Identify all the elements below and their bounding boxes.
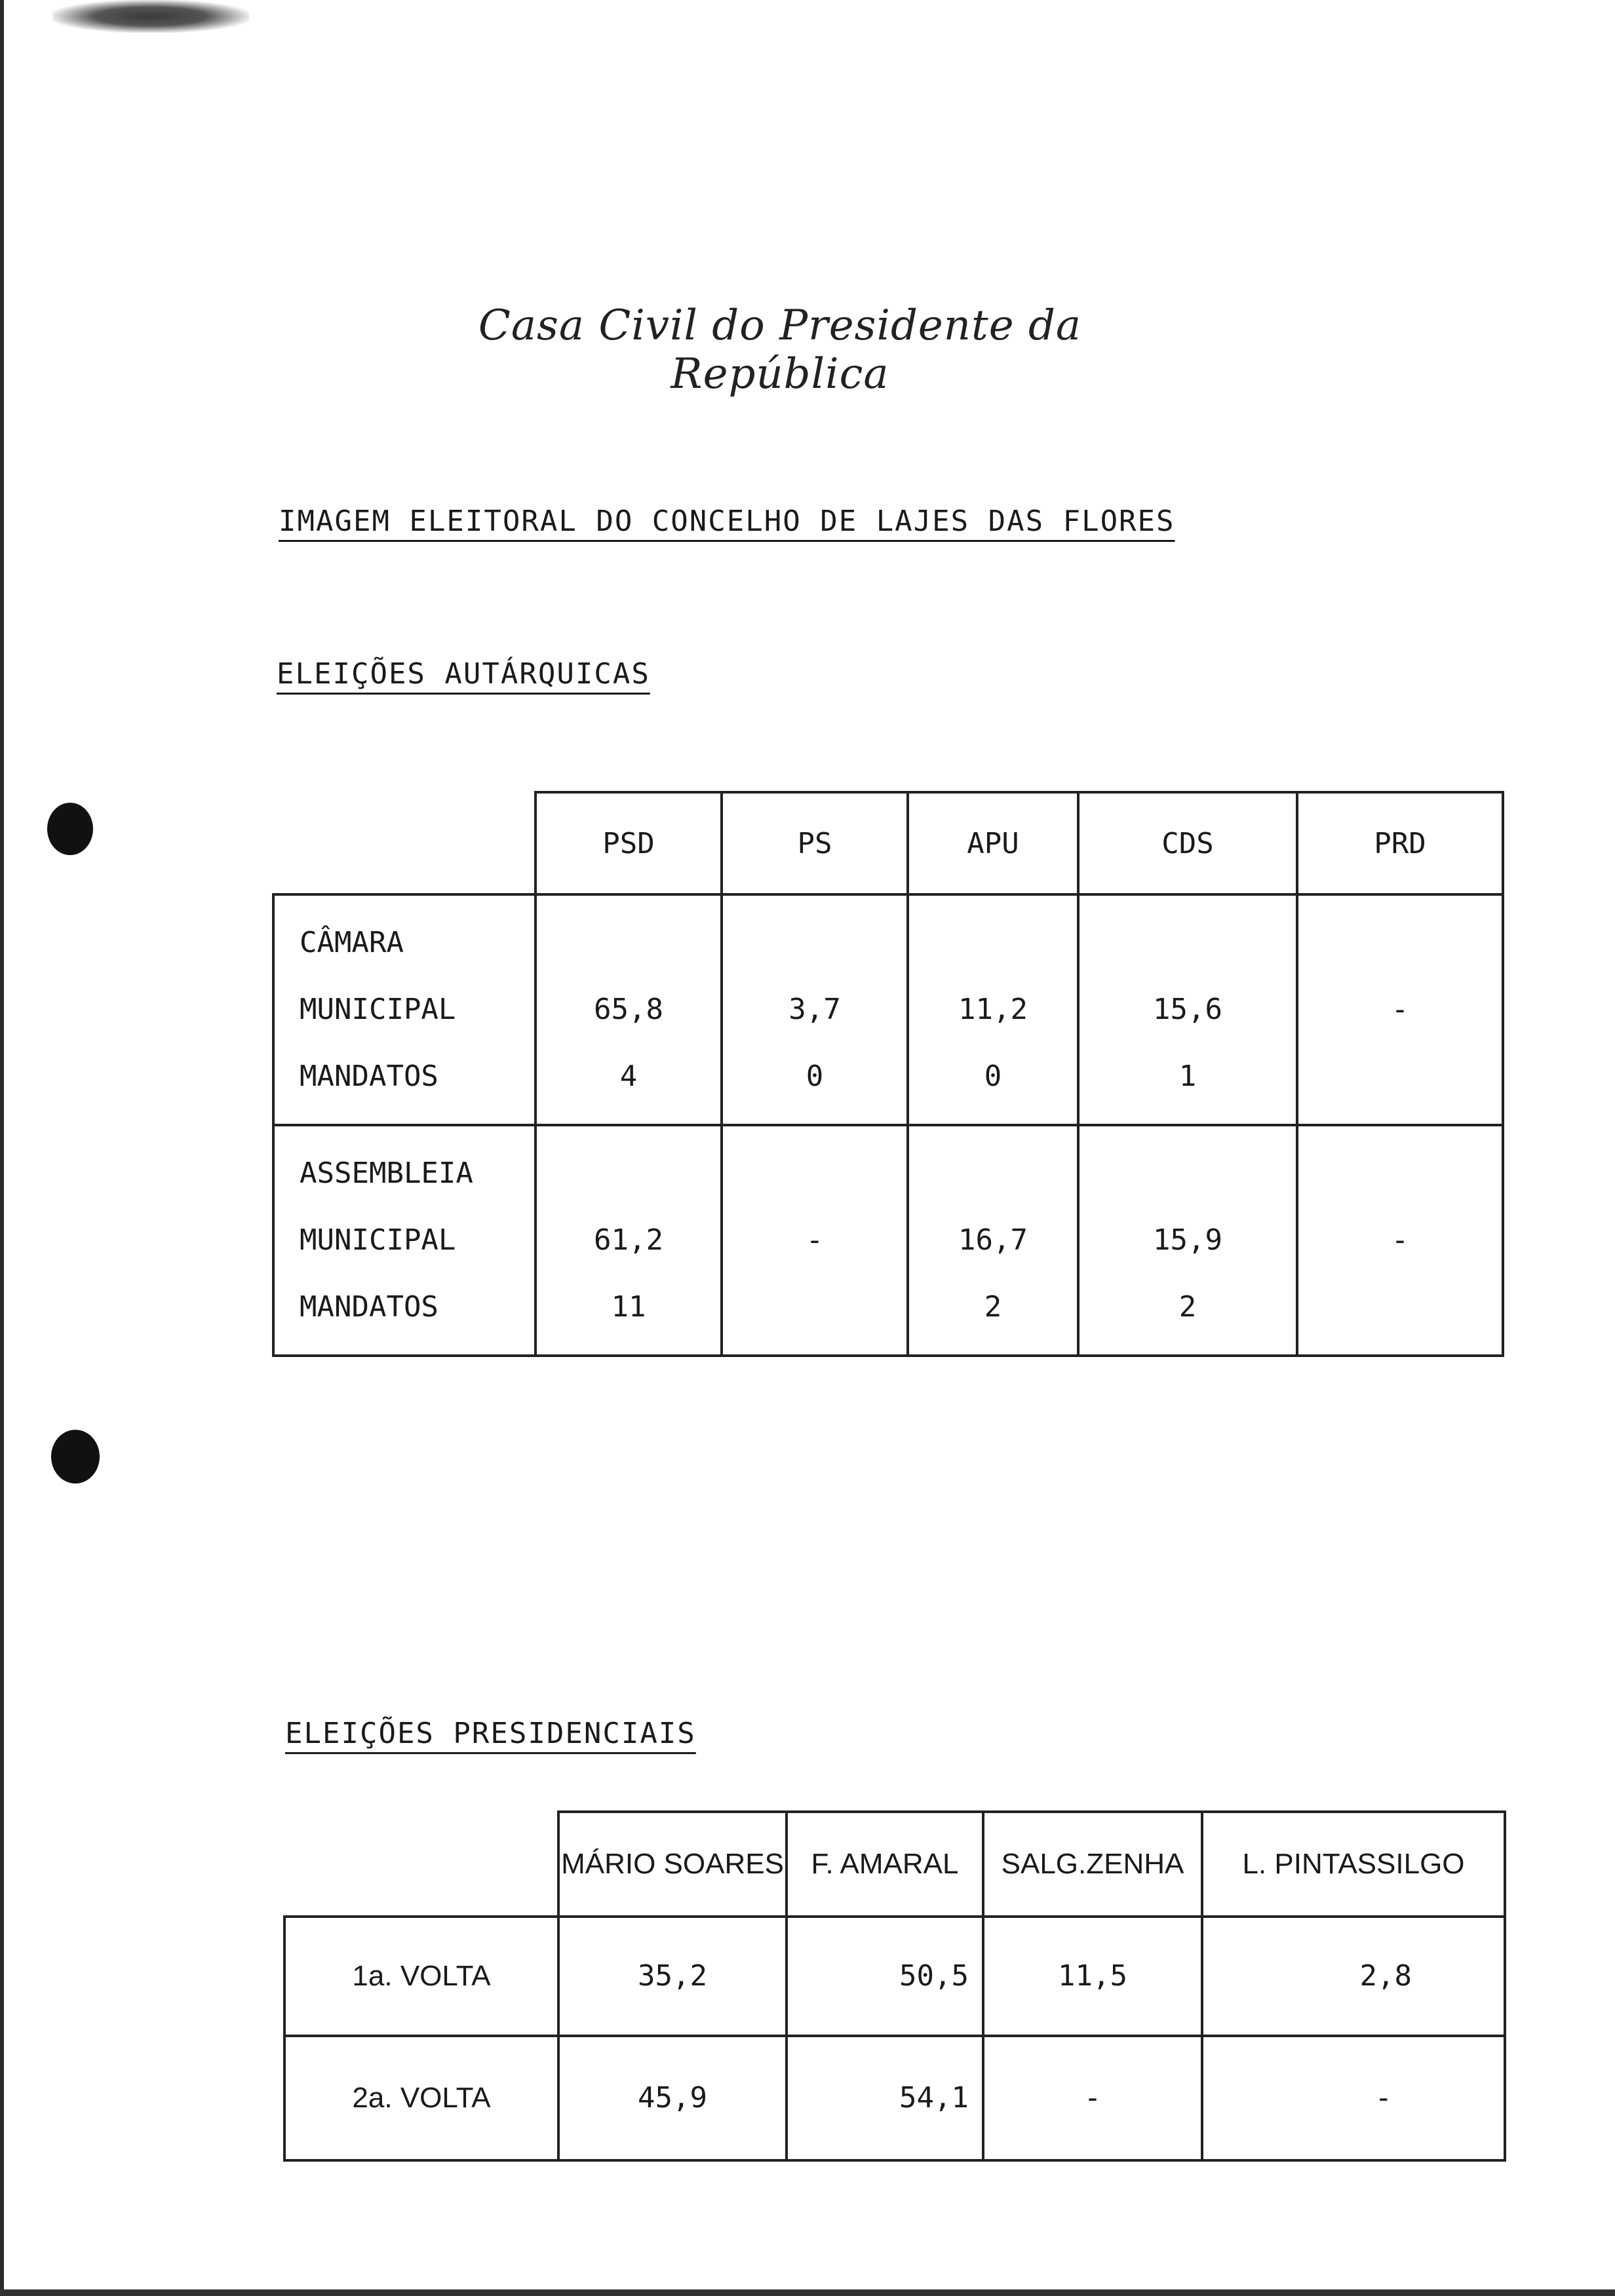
- document-title: IMAGEM ELEITORAL DO CONCELHO DE LAJES DAS FLORES: [279, 505, 1175, 538]
- presidenciais-table: [283, 1810, 1506, 2162]
- punch-hole-bottom: [51, 1430, 100, 1483]
- result-cell: 65,8 4: [535, 894, 722, 1125]
- volta-label: 1a. VOLTA: [284, 1917, 558, 2036]
- party-header: PSD: [535, 792, 722, 894]
- result-cell: 16,7 2: [908, 1125, 1078, 1356]
- camara-row: [273, 894, 1503, 1125]
- row-label-line: MUNICIPAL: [300, 1223, 456, 1257]
- result-cell: -: [1202, 2036, 1505, 2160]
- candidate-header: L. PINTASSILGO: [1202, 1812, 1505, 1917]
- result-cell: 50,5: [787, 1917, 983, 2036]
- punch-hole-top: [47, 803, 93, 855]
- result-cell: 3,7 0: [722, 894, 908, 1125]
- camara-label: [273, 894, 535, 1125]
- result-cell: -: [1297, 1125, 1503, 1356]
- letterhead: Casa Civil do Presidente da República: [478, 301, 1082, 398]
- assembleia-row: [273, 1125, 1503, 1356]
- autarquicas-heading: ELEIÇÕES AUTÁRQUICAS: [277, 657, 650, 691]
- candidate-header: MÁRIO SOARES: [558, 1812, 787, 1917]
- autarquicas-table: [272, 791, 1504, 1357]
- party-header: APU: [908, 792, 1078, 894]
- scan-smudge: [52, 0, 249, 33]
- volta-row: [284, 1917, 1505, 2036]
- result-cell: 54,1: [787, 2036, 983, 2160]
- party-header: CDS: [1078, 792, 1297, 894]
- volta-label: 2a. VOLTA: [284, 2036, 558, 2160]
- assembleia-label: [273, 1125, 535, 1356]
- result-cell: 15,6 1: [1078, 894, 1297, 1125]
- candidate-header: SALG.ZENHA: [983, 1812, 1202, 1917]
- empty-corner-cell: [284, 1812, 558, 1917]
- row-label-line: ASSEMBLEIA: [300, 1157, 473, 1190]
- scan-bottom-edge: [0, 2289, 1615, 2296]
- result-cell: -: [983, 2036, 1202, 2160]
- result-cell: 11,5: [983, 1917, 1202, 2036]
- row-label-line: MUNICIPAL: [300, 993, 456, 1026]
- row-label-line: CÂMARA: [300, 926, 404, 959]
- volta-row: [284, 2036, 1505, 2160]
- result-cell: 61,2 11: [535, 1125, 722, 1356]
- result-cell: 35,2: [558, 1917, 787, 2036]
- result-cell: 45,9: [558, 2036, 787, 2160]
- result-cell: 15,9 2: [1078, 1125, 1297, 1356]
- row-label-line: MANDATOS: [300, 1290, 438, 1324]
- party-header: PS: [722, 792, 908, 894]
- candidate-header: F. AMARAL: [787, 1812, 983, 1917]
- result-cell: 11,2 0: [908, 894, 1078, 1125]
- party-header: PRD: [1297, 792, 1503, 894]
- result-cell: -: [1297, 894, 1503, 1125]
- row-label-line: MANDATOS: [300, 1060, 438, 1093]
- result-cell: -: [722, 1125, 908, 1356]
- scan-left-edge: [0, 0, 4, 2296]
- empty-corner-cell: [273, 792, 535, 894]
- presidenciais-heading: ELEIÇÕES PRESIDENCIAIS: [285, 1717, 696, 1750]
- result-cell: 2,8: [1202, 1917, 1505, 2036]
